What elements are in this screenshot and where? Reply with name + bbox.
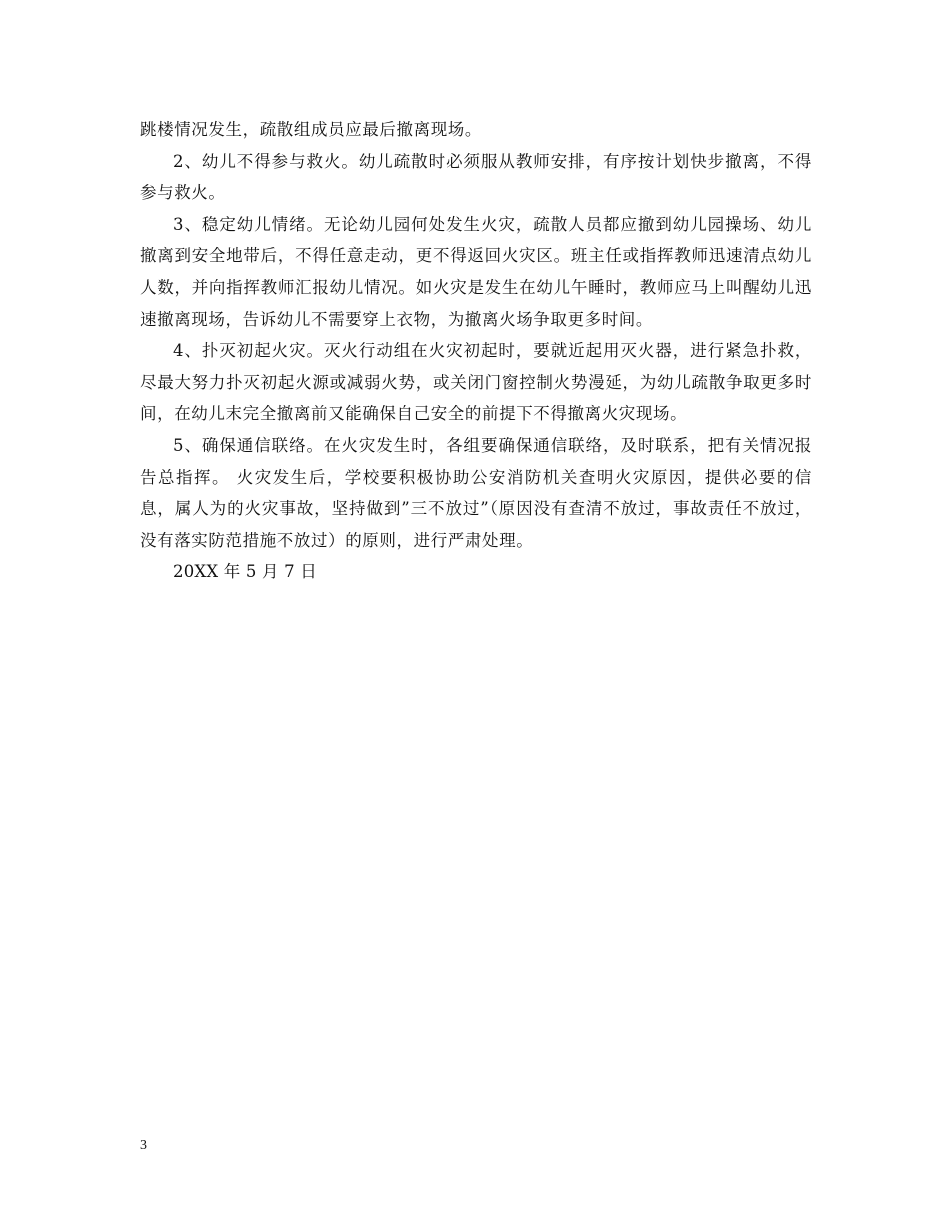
paragraph-continuation: 跳楼情况发生，疏散组成员应最后撤离现场。	[140, 120, 482, 139]
page-number: 3	[140, 1138, 147, 1153]
paragraph-item-4: 4、扑灭初起火灾。灭火行动组在火灾初起时，要就近起用灭火器，进行紧急扑救，尽最大努力扑灭初起火源或减弱火势，或关闭门窗控制火势漫延，为幼儿疏散争取更多时间，在幼儿末完全撤离前又能确保自己安全的前提下不得撤离火灾现场。	[140, 341, 812, 424]
paragraph-item-3: 3、稳定幼儿情绪。无论幼儿园何处发生火灾，疏散人员都应撤到幼儿园操场、幼儿撤离到安全地带后，不得任意走动，更不得返回火灾区。班主任或指挥教师迅速清点幼儿人数，并向指挥教师汇报幼儿情况。如火灾是发生在幼儿午睡时，教师应马上叫醒幼儿迅速撤离现场，告诉幼儿不需要穿上衣物，为撤离火场争取更多时间。	[140, 214, 812, 329]
document-body	[140, 114, 812, 588]
document-date: 20XX 年 5 月 7 日	[173, 562, 318, 582]
paragraph-item-5: 5、确保通信联络。在火灾发生时，各组要确保通信联络，及时联系，把有关情况报告总指挥。 火灾发生后，学校要积极协助公安消防机关查明火灾原因，提供必要的信息，属人为的火灾事故，坚持做到”三不放过”（原因没有查清不放过，事故责任不放过，没有落实防范措施不放过）的原则，进行严肃处理。	[140, 435, 812, 550]
paragraph-item-2: 2、幼儿不得参与救火。幼儿疏散时必须服从教师安排，有序按计划快步撤离，不得参与救火。	[140, 151, 812, 203]
